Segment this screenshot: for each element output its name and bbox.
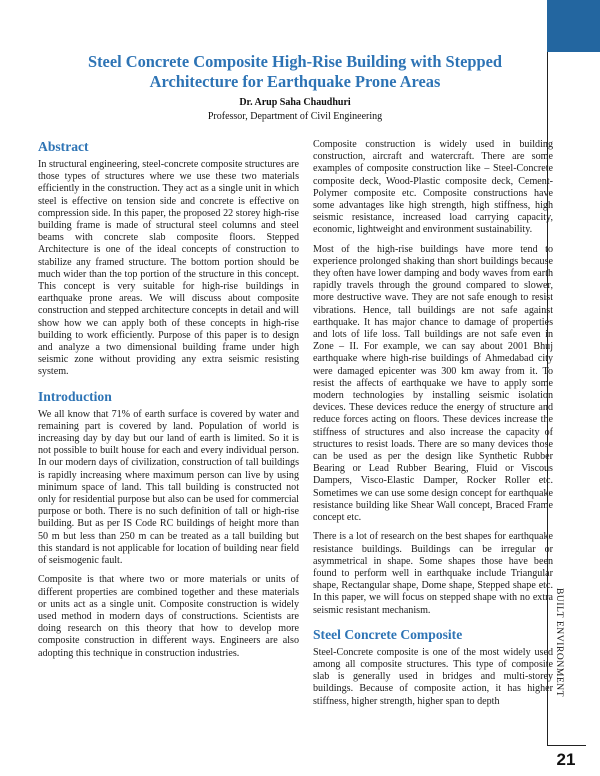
abstract-paragraph: In structural engineering, steel-concrete composite structures are those types of structures where we use these two materials efficiently in the construction. They act as a single unit in which steel is effective on tension side and concrete is effective on compression side. In this paper, the proposed 22 storey high-rise building frame is made of structural steel columns and steel beams with concrete slab composite floors. Stepped Architecture is one of the ideal concepts of construction to stabilize any framed structure. The bottom portion should be much wider than the top portion of the structure in this concept. This concept is very suitable for high-rise buildings in earthquake prone areas. We will discuss about composite construction and stepped architecture concepts in detail and will show how we can apply both of these concepts in high-rise building to work efficiently. Purpose of this paper is to design and analyze a two dimensional building frame under high seismic zone without providing any extra seismic resisting system. [38,159,299,378]
intro-paragraph-2: Composite is that where two or more materials or units of different properties are combined together and these materials or units act as a single unit. Composite construction is widely used method in modern days of constructions. Scientists are doing research on this theory that how to develop more composite construction in different ways. Engineers are also adopting this technique in construction industries. [38,574,299,659]
intro-paragraph-1: We all know that 71% of earth surface is covered by water and remaining part is covered by land. Population of world is increasing day by day but our land of earth is limited. So it is not possible to built house for each and every individual person. In our modern days of civilization, construction of tall buildings is rapidly increasing where maximum person can live by using minimum space of land. This tall building is constructed not only for residential purpose but also can be used for commercial purpose or both. There is no such definition of tall or high-rise building. But as per IS Code RC buildings of height more than 50 m but less than 250 m can be treated as a tall building but this standard is not applicable for location of building near field of seismogenic fault. [38,408,299,567]
steel-concrete-composite-heading: Steel Concrete Composite [313,626,463,642]
left-column [38,138,299,667]
footer-horizontal-rule [547,745,586,746]
author-affiliation: Professor, Department of Civil Engineering [207,111,383,122]
title-line-2: Architecture for Earthquake Prone Areas [149,72,441,91]
title-line-1: Steel Concrete Composite High-Rise Building with Stepped [87,52,503,71]
abstract-heading: Abstract [38,139,89,154]
introduction-heading: Introduction [38,388,112,404]
body-paragraph-3: There is a lot of research on the best shapes for earthquake resistance buildings. Buildings can be irregular or asymmetrical in shape. Some shapes those have been found to perform well in earthquake include Triangular shape, Rectangular shape, Dome shape, Stepped shape etc. In this paper, we will focus on stepped shape with no extra seismic resistant mechanism. [313,531,553,616]
body-paragraph-2: Most of the high-rise buildings have more tend to experience prolonged shaking than short buildings because they often have lower damping and body waves from earth rapidly travels through the ground compared to slower, more destructive wave. They are not safe enough to resist vibrations. Hence, tall buildings are not safe against earthquake. It has major chance to damage of properties and lots of life loss. Tall buildings are not safe even in Zone – II. For example, we can say about 2001 Bhuj earthquake where high-rise buildings of Ahmedabad city were damaged epicenter was 300 km away from it. To resist the affects of earthquake we have to apply some modern technologies by installing seismic isolation devices. These devices reduce the energy of structure and reduce forces acting on floors. These devices increase the stiffness of structures and also increase the capacity of structures to resist loads. There are so many devices those can be used as per the design like Synthetic Rubber Bearing or Lead Rubber Bearing, Fluid or Viscous Dampers, Visco-Elastic Damper, Rocker Roller etc. Sometimes we can use some design concept for earthquake resistance building like Shear Wall concept, Braced Frame concept etc. [313,243,553,524]
author-name: Dr. Arup Saha Chaudhuri [239,97,351,108]
section-label: BUILT ENVIRONMENT [554,588,564,698]
body-paragraph-4: Steel-Concrete composite is one of the most widely used among all composite structures. This type of composite slab is generally used in bridges and multi-storey buildings. Because of composite action, it has higher stiffness, higher strength, higher span to depth [313,646,553,707]
body-paragraph-1: Composite construction is widely used in building construction, aircraft and watercraft. There are some examples of composite construction like – Steel-Concrete composite deck, Wood-Plastic composite deck, Cement-Polymer composite etc. Composite constructions have some advantages like high strength, high stiffness, high seismic resistance, increased load carrying capacity, economic, lightweight and environment sustainability. [313,139,553,236]
page-number: 21 [556,750,576,769]
right-column [313,139,553,715]
paper-title [40,52,550,92]
corner-accent-block [547,0,600,52]
